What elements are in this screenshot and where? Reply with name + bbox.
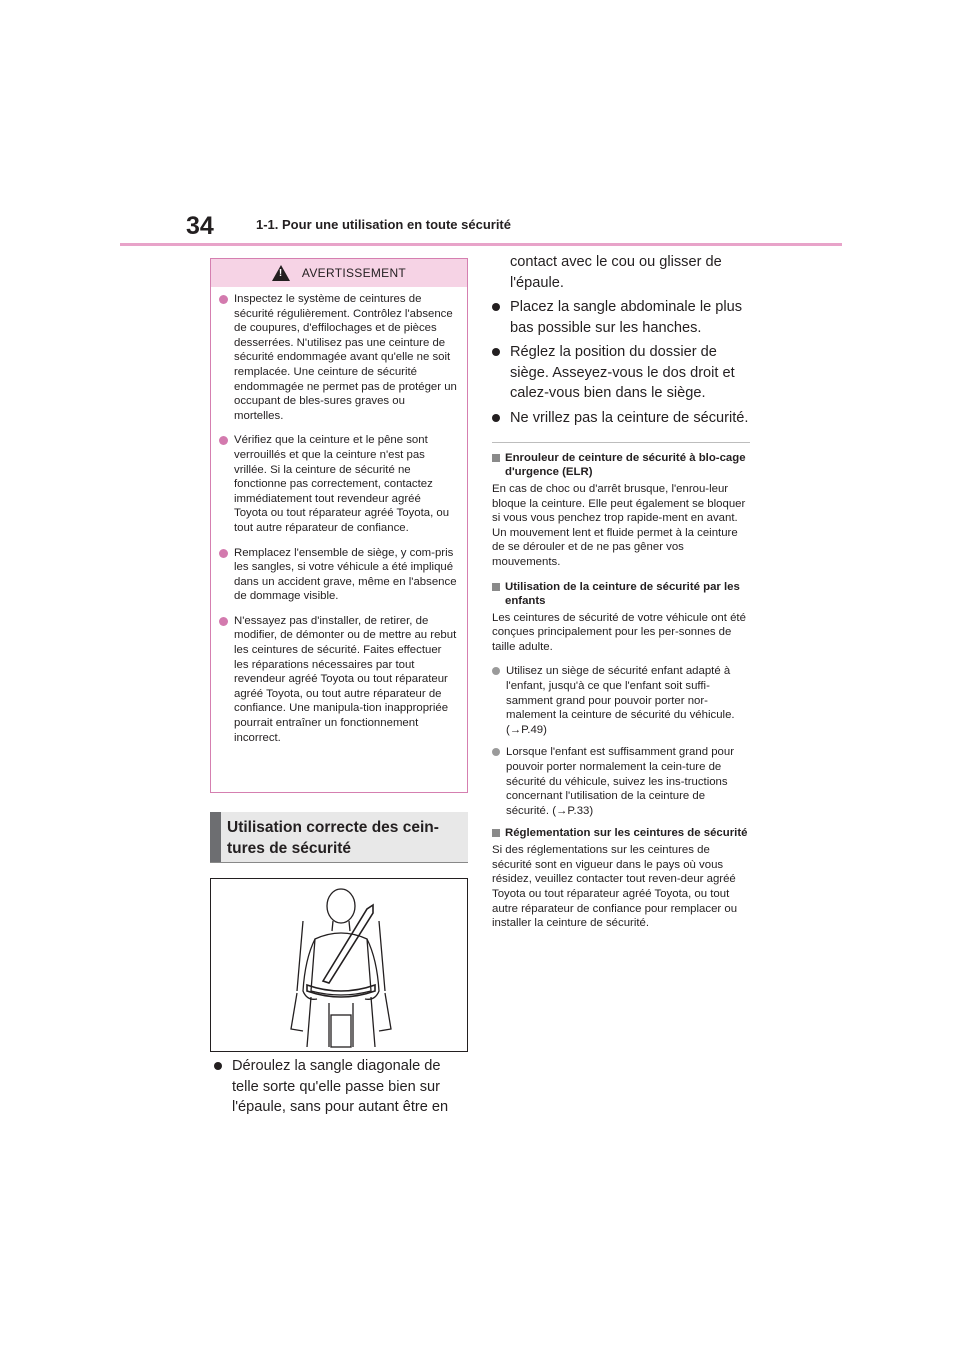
list-item-text: Lorsque l'enfant est suffisamment grand pour pouvoir porter normalement la cein-ture de sécurité du véhicule, suivez les ins-tructions concernant l'utilisation de la ceinture de sécurité. (→P.33) [506, 746, 735, 817]
warning-triangle-icon [272, 265, 290, 281]
bullet-dot-icon [219, 617, 228, 626]
list-item-text: Déroulez la sangle diagonale de telle sorte qu'elle passe bien sur l'épaule, sans pour autant être en [232, 1058, 449, 1115]
regulation-paragraph: Si des réglementations sur les ceintures de sécurité sont en vigueur dans le pays où vous résidez, veuillez contacter tout reven-deur agréé Toyota ou tout réparateur agréé Toyota, ou tout autre réparateur de confiance pour remplacer ou installer la ceinture de sécurité. [492, 844, 738, 930]
list-item-text: Réglez la position du dossier de siège. Asseyez-vous le dos droit et calez-vous bien dans le siège. [510, 344, 735, 401]
bullet-dot-icon [219, 549, 228, 558]
seated-person-drawing [211, 879, 467, 1051]
list-item [492, 342, 750, 404]
list-item [492, 408, 750, 429]
warning-item-text: Vérifiez que la ceinture et le pêne sont verrouillés et que la ceinture n'est pas vrillée. Si la ceinture de sécurité ne fonctionne pas correctement, contactez immédiatement tout revendeur agréé Toyota ou tout réparateur agréé Toyota, ou tout autre réparateur de confiance. [234, 434, 450, 534]
section-rule [210, 862, 468, 863]
bullet-icon [492, 414, 500, 422]
elr-heading [492, 451, 750, 479]
children-heading [492, 580, 750, 608]
list-item-text: Ne vrillez pas la ceinture de sécurité. [510, 409, 749, 426]
list-item-text: Placez la sangle abdominale le plus bas possible sur les hanches. [510, 299, 743, 336]
warning-item [219, 433, 457, 535]
elr-paragraph: En cas de choc ou d'arrêt brusque, l'enrou-leur bloque la ceinture. Elle peut également se bloquer si vous vous penchez trop rapide-ment en avant. Un mouvement lent et fluide permet à la ceinture de se dérouler et de ne pas gêner vos mouvements. [492, 483, 746, 568]
square-bullet-icon [492, 583, 500, 591]
left-bullet-list [214, 1056, 468, 1118]
head-outline [327, 889, 355, 923]
section-title [210, 812, 468, 862]
bullet-dot-icon [219, 436, 228, 445]
bullet-icon [214, 1062, 222, 1070]
header-rule [120, 243, 842, 246]
seat-back-outline [297, 921, 385, 991]
regulation-heading [492, 826, 750, 840]
warning-item [219, 546, 457, 604]
children-paragraph: Les ceintures de sécurité de votre véhicule ont été conçues principalement pour les per-sonnes de taille adulte. [492, 611, 746, 653]
warning-item [219, 292, 457, 423]
section-title-line: tures de sécurité [227, 840, 352, 857]
seatbelt-illustration [210, 878, 468, 1052]
bullet-icon [492, 348, 500, 356]
list-item-text: Utilisez un siège de sécurité enfant adapté à l'enfant, jusqu'à ce que l'enfant soit suffi-samment grand pour pouvoir porter nor-malement la ceinture de sécurité du véhicule. (→P.49) [506, 665, 735, 736]
list-item [214, 1056, 468, 1118]
list-item [492, 745, 750, 818]
warning-item-text: N'essayez pas d'installer, de retirer, de modifier, de démonter ou de mettre au rebut les ceintures de sécurité. Faites effectuer les réparations nécessaires par tout revendeur agréé Toyota ou tout réparateur agréé Toyota, ou tout autre réparateur de confiance. Une manipula-tion inappropriée pourrait entraîner un fonctionnement incorrect. [234, 614, 457, 744]
continuation-text: contact avec le cou ou glisser de l'épaule. [510, 254, 722, 291]
section-title-line: Utilisation correcte des cein- [227, 819, 439, 836]
legs-outline [307, 997, 375, 1047]
divider [492, 442, 750, 443]
heading-text: Réglementation sur les ceintures de sécurité [505, 827, 748, 840]
warning-body [211, 287, 467, 745]
warning-title: AVERTISSEMENT [301, 266, 407, 280]
seat-cushion-outline [291, 993, 391, 1031]
bullet-icon [492, 303, 500, 311]
seat-base [331, 1015, 351, 1047]
square-bullet-icon [492, 829, 500, 837]
page-number: 34 [186, 212, 214, 240]
warning-item-text: Remplacez l'ensemble de siège, y com-pris les sangles, si votre véhicule a été impliqué dans un accident grave, même en l'absence de dommage visible. [234, 546, 457, 603]
heading-text: Enrouleur de ceinture de sécurité à blo-cage d'urgence (ELR) [505, 452, 746, 478]
list-item [492, 664, 750, 737]
bullet-dot-icon [492, 667, 500, 675]
warning-header [211, 259, 467, 287]
bullet-dot-icon [219, 295, 228, 304]
heading-text: Utilisation de la ceinture de sécurité par les enfants [505, 580, 740, 607]
warning-item-text: Inspectez le système de ceintures de sécurité régulièrement. Contrôlez l'absence de coupures, d'effilochages et de pièces desserrées. N'utilisez pas une ceinture de sécurité endommagée avant qu'elle ne soit remplacée. Une ceinture de sécurité endommagée ne permet pas de protéger un occupant de bles-sures graves ou mortelles. [234, 293, 457, 422]
list-item [492, 297, 750, 338]
right-column [492, 252, 750, 941]
header-title: 1-1. Pour une utilisation en toute sécurité [256, 217, 511, 232]
bullet-dot-icon [492, 748, 500, 756]
warning-item [219, 614, 457, 745]
square-bullet-icon [492, 454, 500, 462]
warning-box [210, 258, 468, 793]
